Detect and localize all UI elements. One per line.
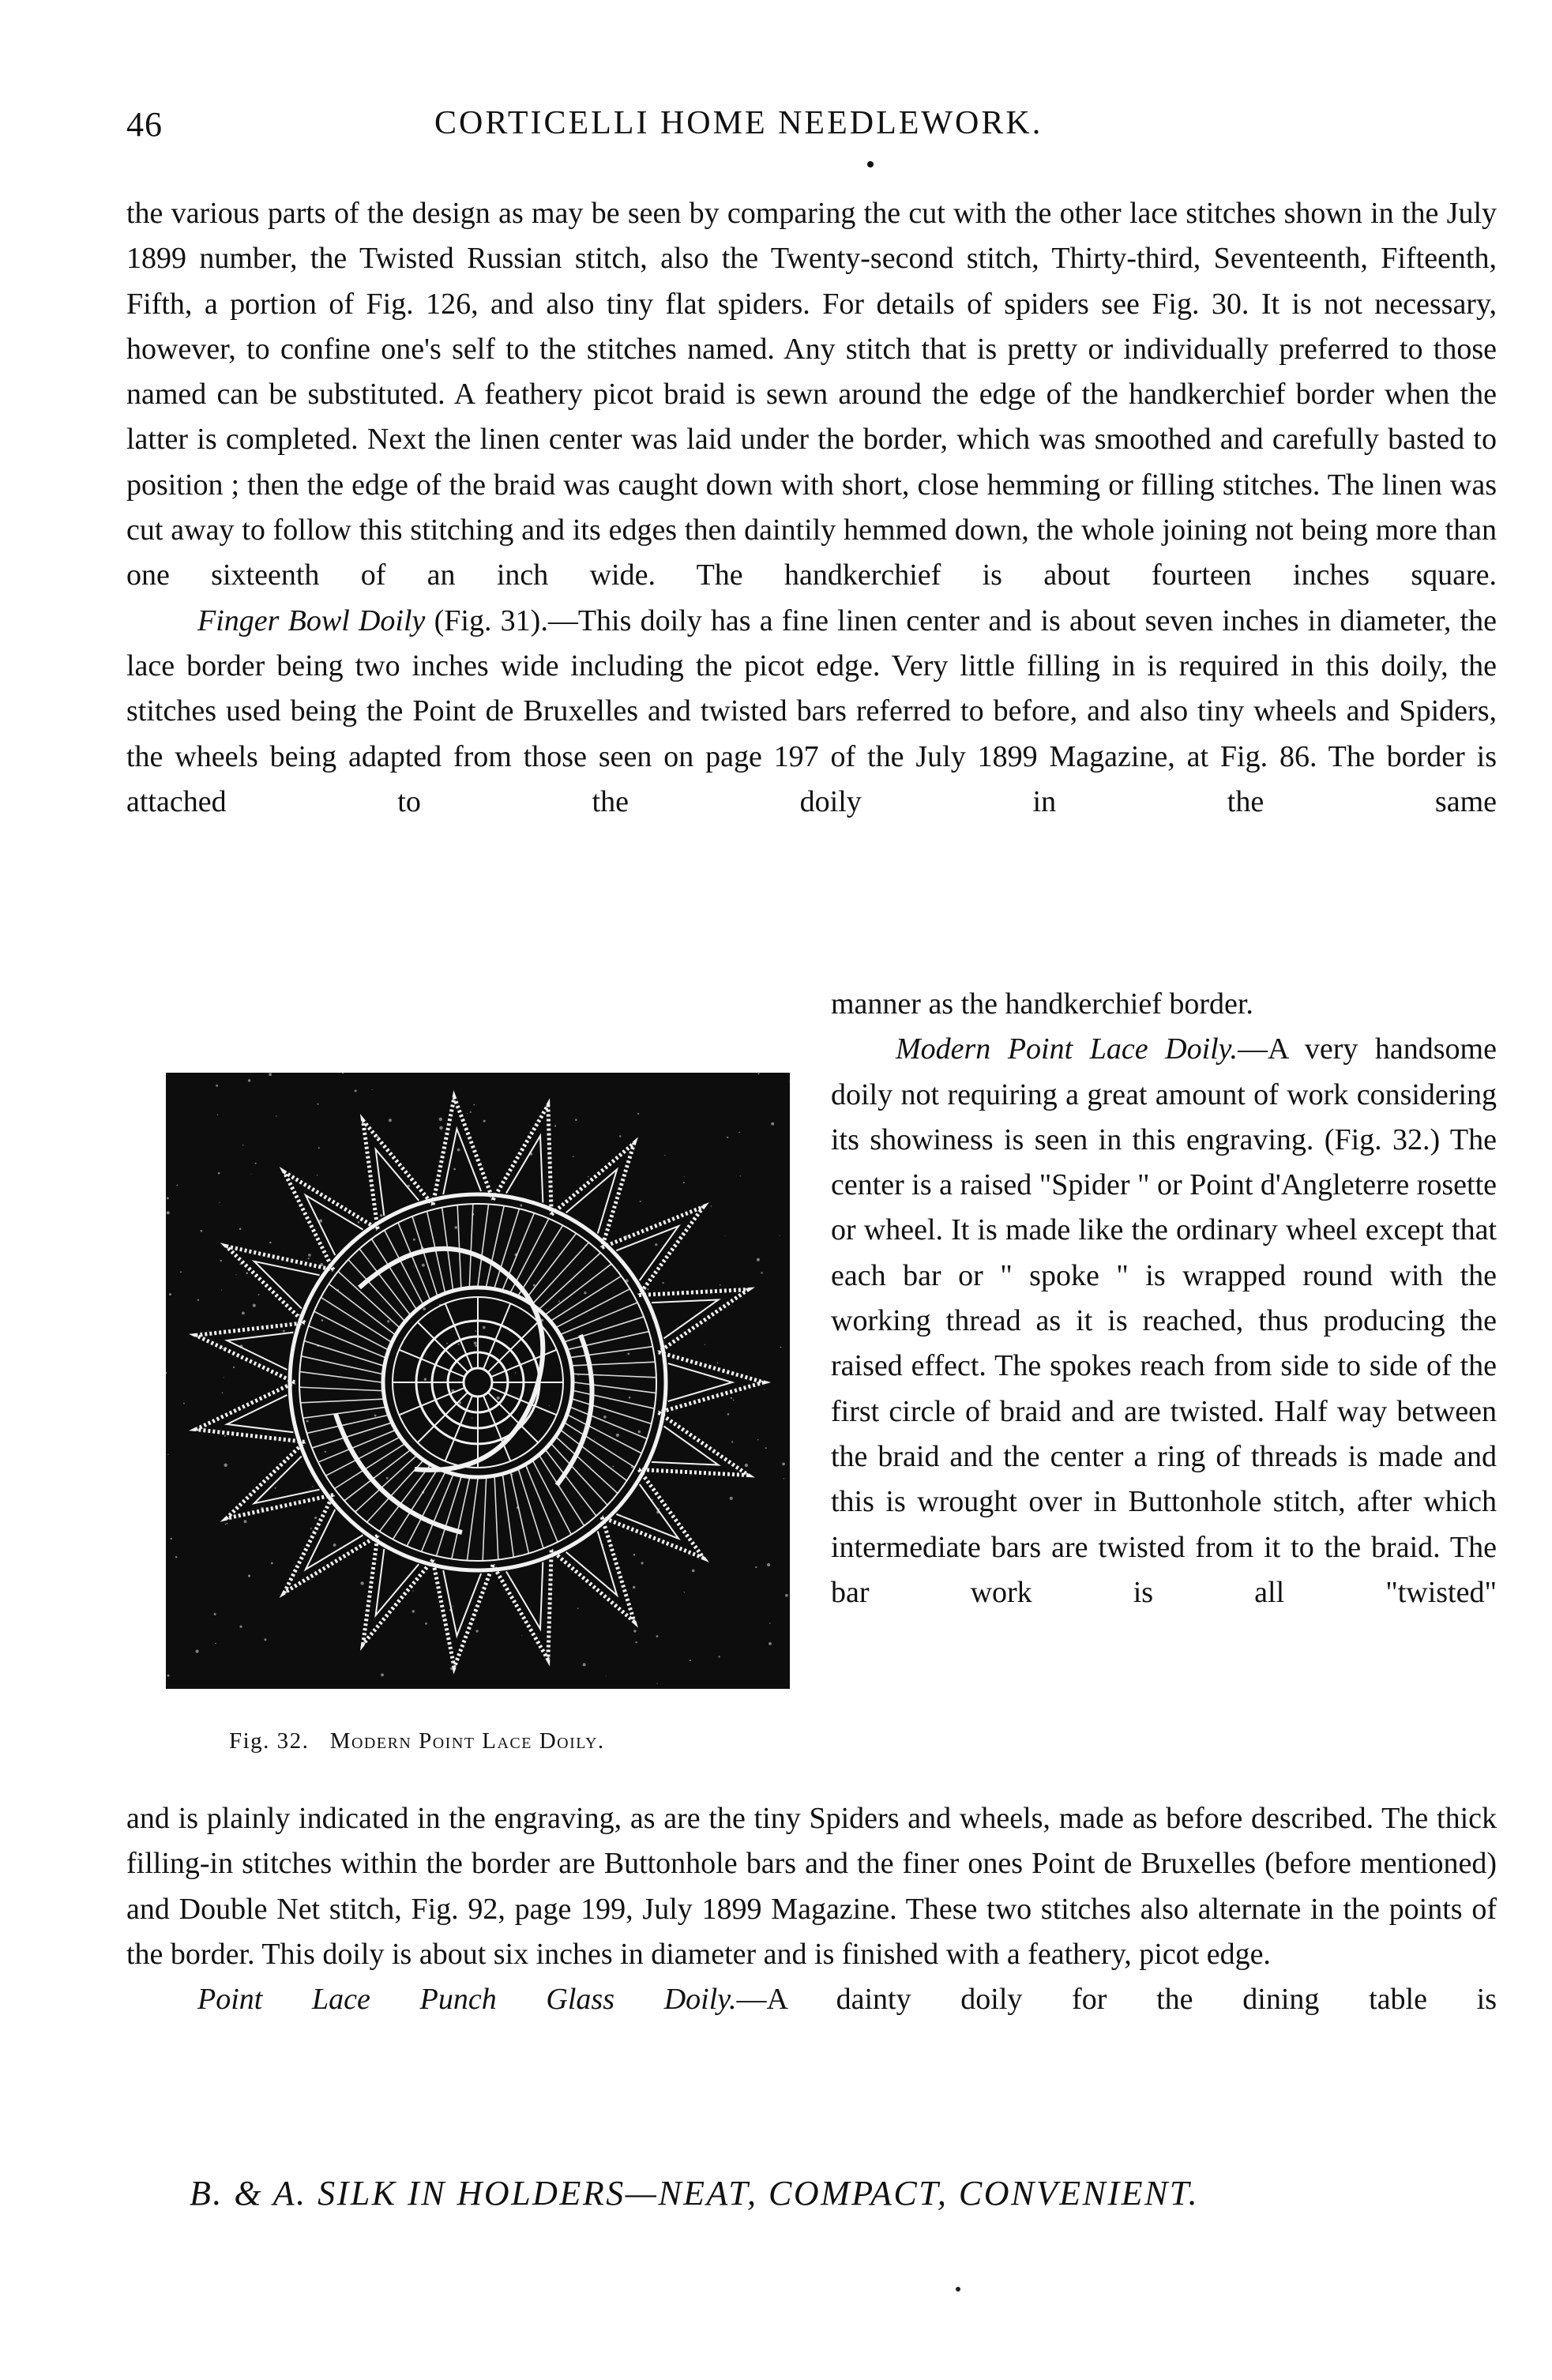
paragraph-punch-glass-doily bbox=[126, 1977, 1497, 2022]
decorative-dot bbox=[867, 161, 874, 167]
punch-glass-doily-body: —A dainty doily for the dining table is bbox=[736, 1983, 1497, 2017]
modern-point-lace-doily-body: —A very handsome doily not requiring a great amount of work considering its showiness is seen in this engraving. (Fig. 32.) The center is a raised "Spider " or Point d'Angleterre rosette or wheel. It is made like the ordinary wheel except that each bar or " spoke " is wrapped round with the working thread as it is reached, thus producing the raised effect. The spokes reach from side to side of the first circle of braid and are twisted. Half way between the braid and the center a ring of threads is made and this is wrought over in Buttonhole stitch, after which intermediate bars are twisted from it to the braid. The bar work is all "twisted" bbox=[831, 1032, 1497, 1609]
paragraph-finger-bowl-doily bbox=[126, 599, 1497, 825]
finger-bowl-doily-body: (Fig. 31).—This doily has a fine linen center and is about seven inches in diameter, the lace border being two inches wide including the picot edge. Very little filling in is required in this doily, the stitches used being the Point de Bruxelles and twisted bars referred to before, and also tiny wheels and Spiders, the wheels being adapted from those seen on page 197 of the July 1899 Magazine, at Fig. 86. The border is attached to the doily in the same bbox=[126, 603, 1497, 818]
lace-doily-illustration bbox=[166, 1073, 790, 1689]
finger-bowl-doily-title: Finger Bowl Doily bbox=[197, 603, 426, 637]
page-number: 46 bbox=[126, 105, 163, 144]
punch-glass-doily-title: Point Lace Punch Glass Doily. bbox=[197, 1983, 737, 2017]
finger-bowl-doily-continued: manner as the handkerchief border. bbox=[831, 987, 1253, 1021]
text-column-top bbox=[126, 191, 1497, 825]
modern-point-lace-doily-title: Modern Point Lace Doily. bbox=[896, 1032, 1238, 1066]
modern-point-lace-doily-continued: and is plainly indicated in the engraving, as are the tiny Spiders and wheels, made as before described. The thick filling-in stitches within the border are Buttonhole bars and the finer ones Point de Bruxelles (before mentioned) and Double Net stitch, Fig. 92, page 199, July 1899 Magazine. These two stitches also alternate in the points of the border. This doily is about six inches in diameter and is finished with a feathery, picot edge. bbox=[126, 1802, 1497, 1971]
figure-caption bbox=[229, 1728, 605, 1754]
running-title: CORTICELLI HOME NEEDLEWORK. bbox=[434, 105, 1043, 141]
paragraph-modern-point-lace-doily bbox=[831, 1027, 1497, 1615]
figure-title: Modern Point Lace Doily. bbox=[329, 1728, 605, 1754]
figure-label: Fig. 32. bbox=[229, 1728, 310, 1754]
page-header bbox=[0, 104, 1552, 152]
footer-advertisement: B. & A. SILK IN HOLDERS—NEAT, COMPACT, CONVENIENT. bbox=[190, 2174, 1200, 2213]
text-column-right bbox=[831, 987, 1497, 1615]
text-column-bottom bbox=[126, 1796, 1497, 2022]
decorative-dot-bottom bbox=[956, 2287, 960, 2292]
doily-engraving bbox=[166, 1073, 790, 1689]
paragraph-continued: the various parts of the design as may be seen by comparing the cut with the other lace stitches shown in the July 1899 number, the Twisted Russian stitch, also the Twenty-second stitch, Thirty-third, Seventeenth, Fifteenth, Fifth, a portion of Fig. 126, and also tiny flat spiders. For details of spiders see Fig. 30. It is not necessary, however, to confine one's self to the stitches named. Any stitch that is pretty or individually preferred to those named can be substituted. A feathery picot braid is sewn around the edge of the handkerchief border when the latter is completed. Next the linen center was laid under the border, which was smoothed and carefully basted to position ; then the edge of the braid was caught down with short, close hemming or filling stitches. The linen was cut away to follow this stitching and its edges then daintily hemmed down, the whole joining not being more than one sixteenth of an inch wide. The handkerchief is about fourteen inches square. bbox=[126, 197, 1497, 592]
